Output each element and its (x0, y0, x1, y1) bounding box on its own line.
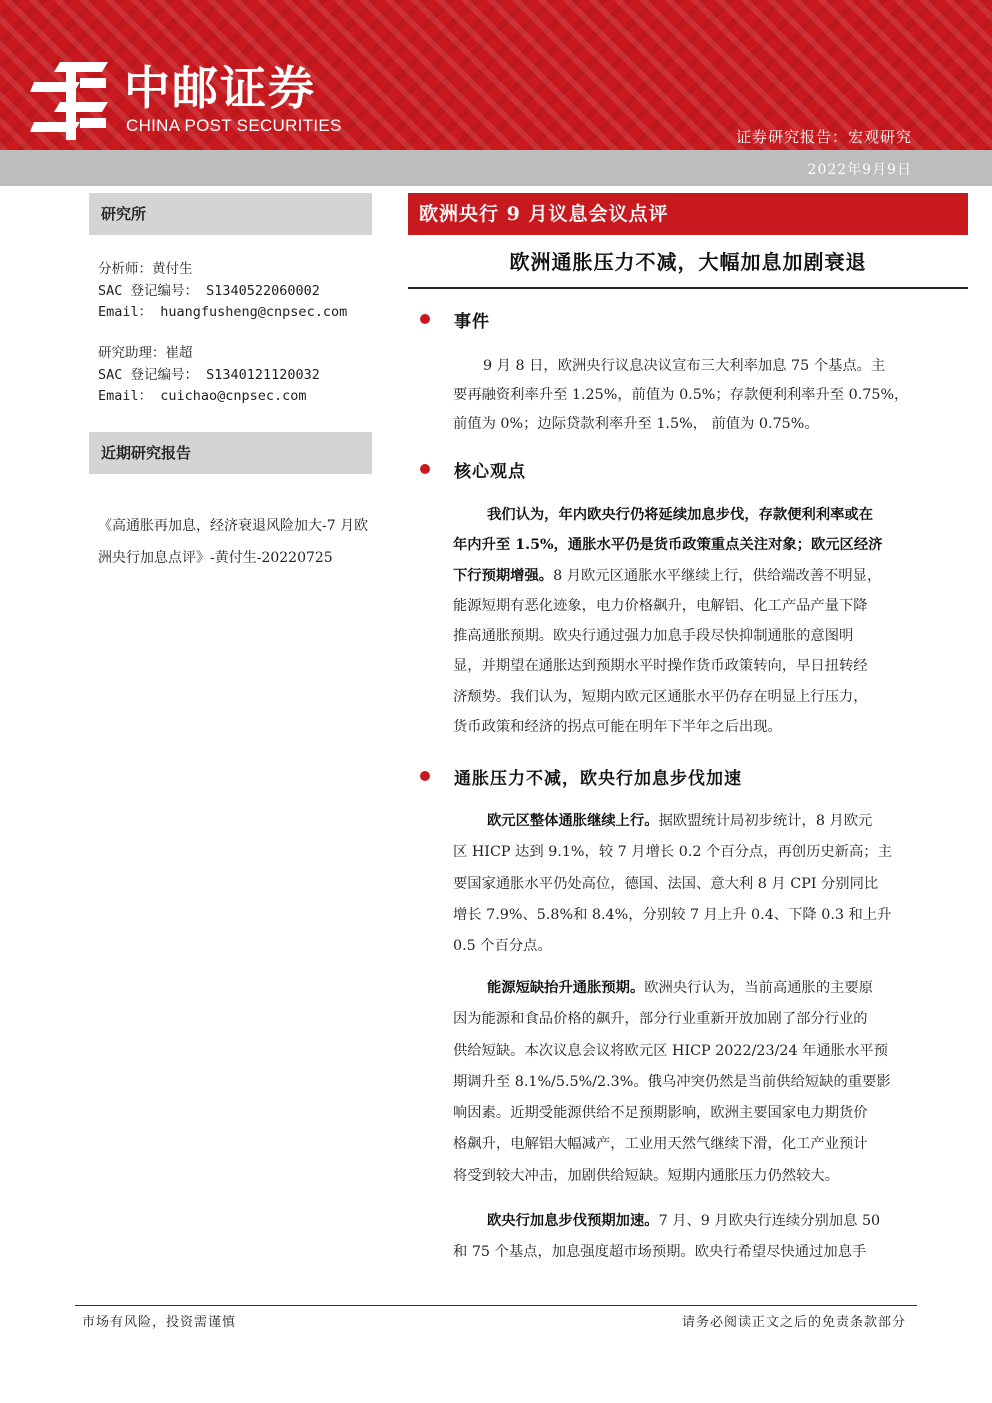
institute-heading: 研究所 (89, 193, 372, 235)
paragraph-line: 下行预期增强。8 月欧元区通胀水平继续上行，供给端改善不明显， (453, 567, 882, 584)
paragraph-line: 我们认为，年内欧央行仍将延续加息步伐，存款便利利率或在 (487, 507, 874, 523)
footer-risk-note: 市场有风险，投资需谨慎 (82, 1315, 237, 1330)
analyst-name: 分析师：黄付生 (98, 261, 193, 277)
report-subtitle: 欧洲通胀压力不减，大幅加息加剧衰退 (509, 250, 867, 274)
paragraph-line: 前值为 0%；边际贷款利率升至 1.5%， 前值为 0.75%。 (453, 416, 819, 432)
assistant-info (98, 343, 320, 408)
subtitle-divider (408, 287, 968, 289)
report-date: 2022年9月9日 (807, 162, 912, 178)
section-title: 核心观点 (454, 461, 526, 482)
brand-name-en: CHINA POST SECURITIES (126, 116, 342, 135)
paragraph-line: 增长 7.9%、5.8%和 8.4%，分别较 7 月上升 0.4、下降 0.3 和上升 (453, 906, 892, 923)
paragraph-line: 能源短缺抬升通胀预期。欧洲央行认为，当前高通胀的主要原 (487, 980, 874, 996)
recent-reports-heading: 近期研究报告 (89, 432, 372, 474)
analyst-info (98, 259, 347, 324)
paragraph-line: 期调升至 8.1%/5.5%/2.3%。俄乌冲突仍然是当前供给短缺的重要影 (453, 1073, 891, 1090)
header-banner (0, 0, 992, 150)
paragraph-line: 要再融资利率升至 1.25%，前值为 0.5%；存款便利利率升至 0.75%， (453, 387, 909, 403)
analyst-sac: SAC 登记编号： S1340522060002 (98, 282, 320, 299)
date-bar (0, 150, 992, 186)
report-type: 证券研究报告：宏观研究 (735, 128, 912, 146)
paragraph (453, 1206, 958, 1269)
section-title: 事件 (454, 311, 490, 332)
section-heading (420, 761, 742, 791)
assistant-email: Email： cuichao@cnpsec.com (98, 388, 307, 404)
paragraph-line: 9 月 8 日，欧洲央行议息决议宣布三大利率加息 75 个基点。主 (483, 358, 886, 374)
paragraph-line: 能源短期有恶化迹象，电力价格飙升，电解铝、化工产品产量下降 (453, 597, 868, 614)
paragraph-line: 欧元区整体通胀继续上行。据欧盟统计局初步统计，8 月欧元 (487, 813, 873, 829)
paragraph-line: 0.5 个百分点。 (453, 938, 552, 955)
paragraph-line: 响因素。近期受能源供给不足预期影响，欧洲主要国家电力期货价 (453, 1105, 868, 1122)
section-heading (420, 454, 526, 484)
report-title: 欧洲央行 9 月议息会议点评 (408, 193, 968, 235)
brand-name-cn: 中邮证券 (124, 61, 316, 115)
paragraph (453, 806, 958, 962)
assistant-name: 研究助理：崔超 (98, 345, 193, 361)
paragraph-line: 格飙升，电解铝大幅减产，工业用天然气继续下滑，化工产业预计 (453, 1136, 868, 1153)
paragraph-line: 供给短缺。本次议息会议将欧元区 HICP 2022/23/24 年通胀水平预 (453, 1042, 888, 1059)
paragraph (453, 973, 958, 1192)
paragraph-line: 显，并期望在通胀达到预期水平时操作货币政策转向，早日扭转经 (453, 658, 868, 675)
footer-divider (75, 1305, 917, 1306)
paragraph-line: 要国家通胀水平仍处高位，德国、法国、意大利 8 月 CPI 分别同比 (453, 875, 879, 892)
analyst-email: Email： huangfusheng@cnpsec.com (98, 304, 348, 320)
paragraph-line: 区 HICP 达到 9.1%，较 7 月增长 0.2 个百分点，再创历史新高；主 (453, 844, 892, 861)
section-heading (420, 304, 490, 334)
bullet-icon (420, 464, 430, 474)
bullet-icon (420, 771, 430, 781)
paragraph-line: 欧央行加息步伐预期加速。7 月、9 月欧央行连续分别加息 50 (487, 1213, 881, 1229)
recent-report-link[interactable]: 《高通胀再加息，经济衰退风险加大-7 月欧洲央行加息点评》-黄付生-20220725 (98, 518, 369, 566)
china-post-logo-icon (30, 58, 112, 140)
section-title: 通胀压力不减，欧央行加息步伐加速 (454, 768, 742, 789)
assistant-sac: SAC 登记编号： S1340121120032 (98, 366, 320, 383)
footer-disclaimer-note: 请务必阅读正文之后的免责条款部分 (681, 1315, 906, 1330)
paragraph-line: 和 75 个基点，加息强度超市场预期。欧央行希望尽快通过加息手 (453, 1244, 867, 1261)
paragraph-line: 因为能源和食品价格的飙升，部分行业重新开放加剧了部分行业的 (453, 1011, 868, 1028)
paragraph (453, 352, 958, 439)
paragraph-line: 济颓势。我们认为，短期内欧元区通胀水平仍存在明显上行压力， (453, 688, 868, 705)
paragraph-line: 将受到较大冲击，加剧供给短缺。短期内通胀压力仍然较大。 (453, 1167, 840, 1184)
paragraph (453, 500, 958, 742)
paragraph-line: 推高通胀预期。欧央行通过强力加息手段尽快抑制通胀的意图明 (453, 628, 854, 645)
paragraph-line: 货币政策和经济的拐点可能在明年下半年之后出现。 (453, 719, 782, 736)
bullet-icon (420, 314, 430, 324)
paragraph-line: 年内升至 1.5%，通胀水平仍是货币政策重点关注对象；欧元区经济 (453, 537, 883, 554)
